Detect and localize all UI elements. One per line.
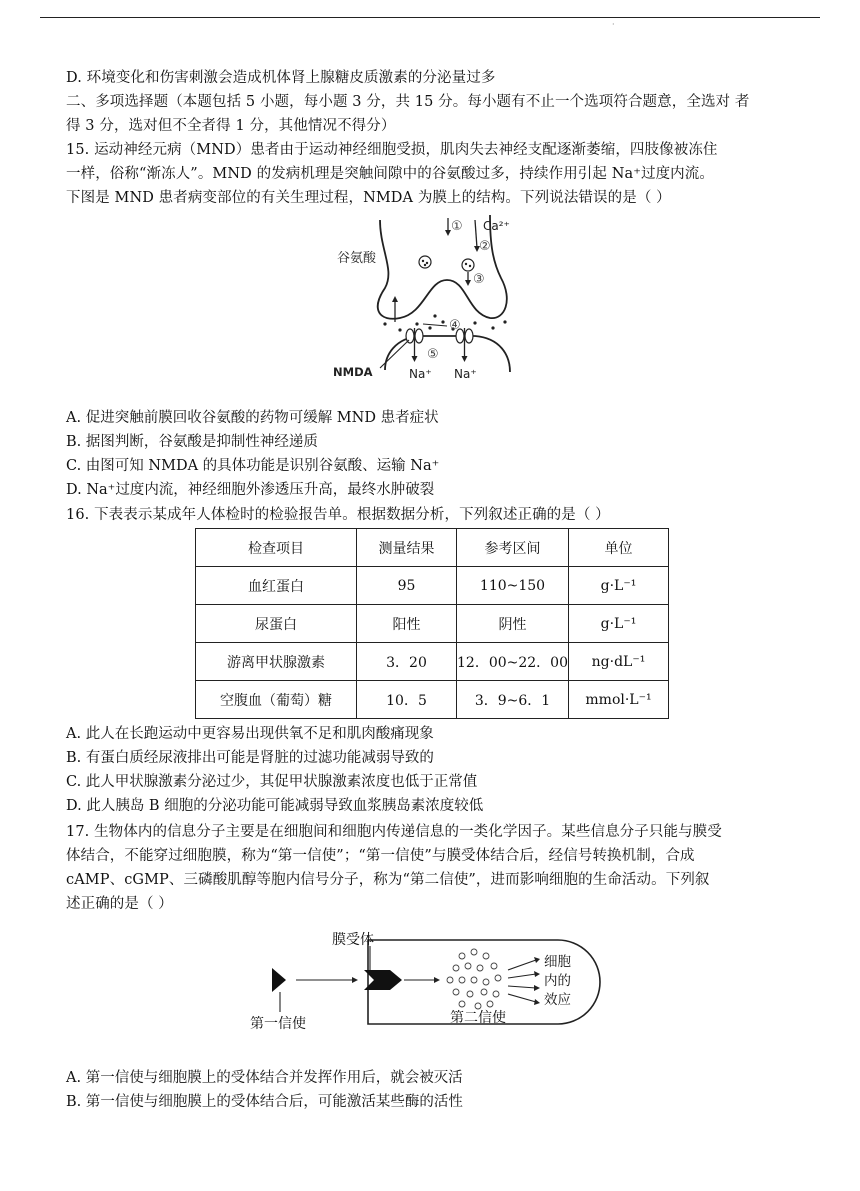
table-cell: g·L⁻¹ (569, 567, 669, 605)
effect-label-3: 效应 (544, 992, 571, 1008)
sodium-label-2: Na⁺ (454, 367, 477, 381)
first-messenger-label: 第一信使 (250, 1016, 306, 1032)
q15-option-d: D. Na⁺过度内流，神经细胞外渗透压升高，最终水肿破裂 (66, 482, 435, 498)
q17-stem-3: cAMP、cGMP、三磷酸肌醇等胞内信号分子，称为“第二信使”，进而影响细胞的生命活动。下列叙 (66, 872, 710, 888)
table-cell: 尿蛋白 (196, 605, 357, 643)
marker-1: ① (451, 219, 463, 234)
signaling-diagram (240, 928, 620, 1040)
nmda-label: NMDA (333, 365, 373, 379)
header-mark: · (612, 20, 615, 29)
table-cell: 阳性 (357, 605, 457, 643)
table-header: 单位 (569, 529, 669, 567)
q15-stem-3: 下图是 MND 患者病变部位的有关生理过程，NMDA 为膜上的结构。下列说法错误的是（ ） (66, 190, 671, 206)
table-cell: 10．5 (357, 681, 457, 719)
table-cell: 95 (357, 567, 457, 605)
section-heading-cont: 得 3 分，选对但不全者得 1 分，其他情况不得分） (66, 118, 396, 134)
glutamate-label: 谷氨酸 (337, 251, 377, 266)
table-row (196, 567, 669, 605)
q17-option-b: B. 第一信使与细胞膜上的受体结合后，可能激活某些酶的活性 (66, 1094, 463, 1110)
q16-option-b: B. 有蛋白质经尿液排出可能是肾脏的过滤功能减弱导致的 (66, 750, 434, 766)
effect-label-1: 细胞 (544, 954, 571, 970)
lab-report-table (195, 528, 669, 719)
table-header: 测量结果 (357, 529, 457, 567)
q15-option-b: B. 据图判断，谷氨酸是抑制性神经递质 (66, 434, 318, 450)
table-cell: 空腹血（葡萄）糖 (196, 681, 357, 719)
marker-5: ⑤ (427, 347, 439, 362)
q16-option-a: A. 此人在长跑运动中更容易出现供氧不足和肌肉酸痛现象 (66, 726, 434, 742)
q16-option-d: D. 此人胰岛 B 细胞的分泌功能可能减弱导致血浆胰岛素浓度较低 (66, 798, 484, 814)
section-heading: 二、多项选择题（本题包括 5 小题，每小题 3 分，共 15 分。每小题有不止一个选项符合题意，全选对 者 (66, 94, 750, 110)
table-header: 参考区间 (457, 529, 569, 567)
second-messenger-label: 第二信使 (450, 1010, 506, 1026)
header-rule (40, 17, 820, 18)
table-cell: g·L⁻¹ (569, 605, 669, 643)
table-cell: 血红蛋白 (196, 567, 357, 605)
q16-option-c: C. 此人甲状腺激素分泌过少，其促甲状腺激素浓度也低于正常值 (66, 774, 478, 790)
q15-option-c: C. 由图可知 NMDA 的具体功能是识别谷氨酸、运输 Na⁺ (66, 458, 440, 474)
table-row (196, 605, 669, 643)
q17-stem-2: 体结合，不能穿过细胞膜，称为“第一信使”；“第一信使”与膜受体结合后，经信号转换机制，合成 (66, 848, 695, 864)
marker-3: ③ (473, 272, 485, 287)
table-cell: 3．20 (357, 643, 457, 681)
q17-stem-4: 述正确的是（ ） (66, 896, 173, 912)
table-cell: 12．00~22．00 (457, 643, 569, 681)
q17-option-a: A. 第一信使与细胞膜上的受体结合并发挥作用后，就会被灭活 (66, 1070, 463, 1086)
table-row (196, 643, 669, 681)
calcium-label: Ca²⁺ (483, 219, 510, 233)
q15-stem-2: 一样，俗称“渐冻人”。MND 的发病机理是突触间隙中的谷氨酸过多，持续作用引起 Na⁺过度内流。 (66, 166, 714, 182)
sodium-label-1: Na⁺ (409, 367, 432, 381)
table-cell: 游离甲状腺激素 (196, 643, 357, 681)
receptor-label: 膜受体 (332, 932, 374, 948)
table-cell: 阴性 (457, 605, 569, 643)
q14-option-d: D. 环境变化和伤害刺激会造成机体肾上腺糖皮质激素的分泌量过多 (66, 70, 496, 86)
table-cell: 3．9~6．1 (457, 681, 569, 719)
table-header-row (196, 529, 669, 567)
effect-label-2: 内的 (544, 973, 571, 989)
q16-stem: 16. 下表表示某成年人体检时的检验报告单。根据数据分析，下列叙述正确的是（ ） (66, 507, 610, 523)
table-cell: ng·dL⁻¹ (569, 643, 669, 681)
table-header: 检查项目 (196, 529, 357, 567)
q17-stem-1: 17. 生物体内的信息分子主要是在细胞间和细胞内传递信息的一类化学因子。某些信息分子只能与膜受 (66, 824, 722, 840)
table-row (196, 681, 669, 719)
q15-stem-1: 15. 运动神经元病（MND）患者由于运动神经细胞受损，肌肉失去神经支配逐渐萎缩，四肢像被冻住 (66, 142, 718, 158)
q15-option-a: A. 促进突触前膜回收谷氨酸的药物可缓解 MND 患者症状 (66, 410, 439, 426)
marker-2: ② (479, 239, 491, 254)
table-cell: mmol·L⁻¹ (569, 681, 669, 719)
synapse-diagram (325, 210, 555, 385)
table-cell: 110~150 (457, 567, 569, 605)
marker-4: ④ (449, 318, 461, 333)
